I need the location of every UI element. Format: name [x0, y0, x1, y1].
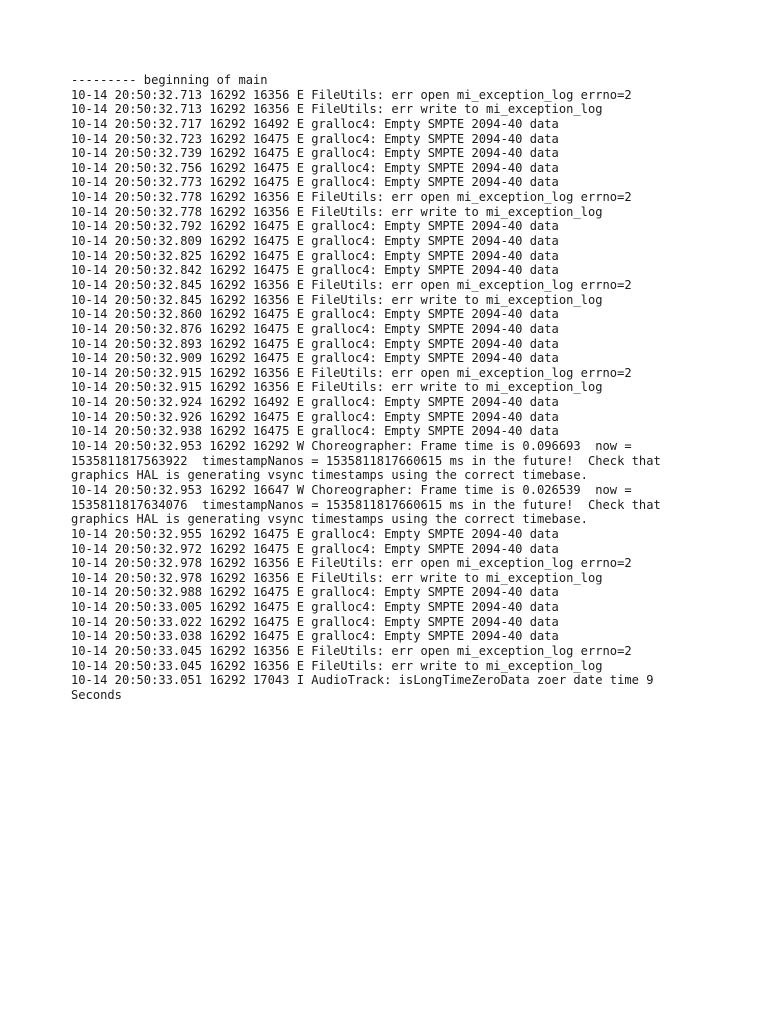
log-line: 10-14 20:50:32.713 16292 16356 E FileUtils: err write to mi_exception_log	[71, 102, 603, 117]
log-line: 10-14 20:50:33.022 16292 16475 E gralloc4: Empty SMPTE 2094-40 data	[71, 614, 559, 629]
log-line: 10-14 20:50:32.915 16292 16356 E FileUtils: err write to mi_exception_log	[71, 380, 603, 395]
log-line: 1535811817563922 timestampNanos = 1535811817660615 ms in the future! Check that	[71, 453, 661, 468]
log-line: 10-14 20:50:32.809 16292 16475 E gralloc4: Empty SMPTE 2094-40 data	[71, 234, 559, 249]
log-line: --------- beginning of main	[71, 73, 268, 87]
log-line: 10-14 20:50:33.005 16292 16475 E gralloc4: Empty SMPTE 2094-40 data	[71, 600, 559, 615]
log-line: 10-14 20:50:32.845 16292 16356 E FileUtils: err open mi_exception_log errno=2	[71, 277, 632, 292]
log-line: 10-14 20:50:32.717 16292 16492 E gralloc4: Empty SMPTE 2094-40 data	[71, 116, 559, 131]
log-line: 10-14 20:50:32.739 16292 16475 E gralloc4: Empty SMPTE 2094-40 data	[71, 146, 559, 161]
log-line: 10-14 20:50:32.860 16292 16475 E gralloc4: Empty SMPTE 2094-40 data	[71, 307, 559, 322]
log-line: 10-14 20:50:32.988 16292 16475 E gralloc4: Empty SMPTE 2094-40 data	[71, 585, 559, 600]
log-line: 10-14 20:50:32.778 16292 16356 E FileUtils: err write to mi_exception_log	[71, 204, 603, 219]
log-text-block	[71, 73, 711, 703]
log-line: graphics HAL is generating vsync timestamps using the correct timebase.	[71, 468, 588, 483]
log-line: 1535811817634076 timestampNanos = 1535811817660615 ms in the future! Check that	[71, 497, 661, 512]
log-line: 10-14 20:50:33.051 16292 17043 I AudioTrack: isLongTimeZeroData zoer date time 9	[71, 673, 654, 688]
log-line: 10-14 20:50:32.713 16292 16356 E FileUtils: err open mi_exception_log errno=2	[71, 87, 632, 102]
log-line: 10-14 20:50:33.038 16292 16475 E gralloc4: Empty SMPTE 2094-40 data	[71, 629, 559, 644]
log-line: 10-14 20:50:32.909 16292 16475 E gralloc4: Empty SMPTE 2094-40 data	[71, 351, 559, 366]
log-line: 10-14 20:50:32.773 16292 16475 E gralloc4: Empty SMPTE 2094-40 data	[71, 175, 559, 190]
log-line: 10-14 20:50:32.842 16292 16475 E gralloc4: Empty SMPTE 2094-40 data	[71, 263, 559, 278]
log-line: 10-14 20:50:32.778 16292 16356 E FileUtils: err open mi_exception_log errno=2	[71, 190, 632, 205]
log-line: 10-14 20:50:32.915 16292 16356 E FileUtils: err open mi_exception_log errno=2	[71, 365, 632, 380]
log-line: 10-14 20:50:32.792 16292 16475 E gralloc4: Empty SMPTE 2094-40 data	[71, 219, 559, 234]
log-line: 10-14 20:50:33.045 16292 16356 E FileUtils: err write to mi_exception_log	[71, 658, 603, 673]
log-line: 10-14 20:50:32.955 16292 16475 E gralloc4: Empty SMPTE 2094-40 data	[71, 526, 559, 541]
log-line: 10-14 20:50:32.953 16292 16292 W Choreographer: Frame time is 0.096693 now =	[71, 439, 632, 454]
log-line: 10-14 20:50:33.045 16292 16356 E FileUtils: err open mi_exception_log errno=2	[71, 643, 632, 658]
log-line: 10-14 20:50:32.845 16292 16356 E FileUtils: err write to mi_exception_log	[71, 292, 603, 307]
log-line: 10-14 20:50:32.953 16292 16647 W Choreographer: Frame time is 0.026539 now =	[71, 482, 632, 497]
log-line: 10-14 20:50:32.926 16292 16475 E gralloc4: Empty SMPTE 2094-40 data	[71, 409, 559, 424]
log-line: 10-14 20:50:32.723 16292 16475 E gralloc4: Empty SMPTE 2094-40 data	[71, 131, 559, 146]
log-line: 10-14 20:50:32.893 16292 16475 E gralloc4: Empty SMPTE 2094-40 data	[71, 336, 559, 351]
log-line: 10-14 20:50:32.876 16292 16475 E gralloc4: Empty SMPTE 2094-40 data	[71, 321, 559, 336]
log-line: graphics HAL is generating vsync timestamps using the correct timebase.	[71, 512, 588, 527]
log-line: 10-14 20:50:32.924 16292 16492 E gralloc4: Empty SMPTE 2094-40 data	[71, 395, 559, 410]
log-line: 10-14 20:50:32.972 16292 16475 E gralloc4: Empty SMPTE 2094-40 data	[71, 541, 559, 556]
log-line: Seconds	[71, 687, 122, 702]
log-line: 10-14 20:50:32.825 16292 16475 E gralloc4: Empty SMPTE 2094-40 data	[71, 248, 559, 263]
log-line: 10-14 20:50:32.938 16292 16475 E gralloc4: Empty SMPTE 2094-40 data	[71, 424, 559, 439]
log-line: 10-14 20:50:32.978 16292 16356 E FileUtils: err open mi_exception_log errno=2	[71, 556, 632, 571]
log-line: 10-14 20:50:32.756 16292 16475 E gralloc4: Empty SMPTE 2094-40 data	[71, 160, 559, 175]
log-line: 10-14 20:50:32.978 16292 16356 E FileUtils: err write to mi_exception_log	[71, 570, 603, 585]
